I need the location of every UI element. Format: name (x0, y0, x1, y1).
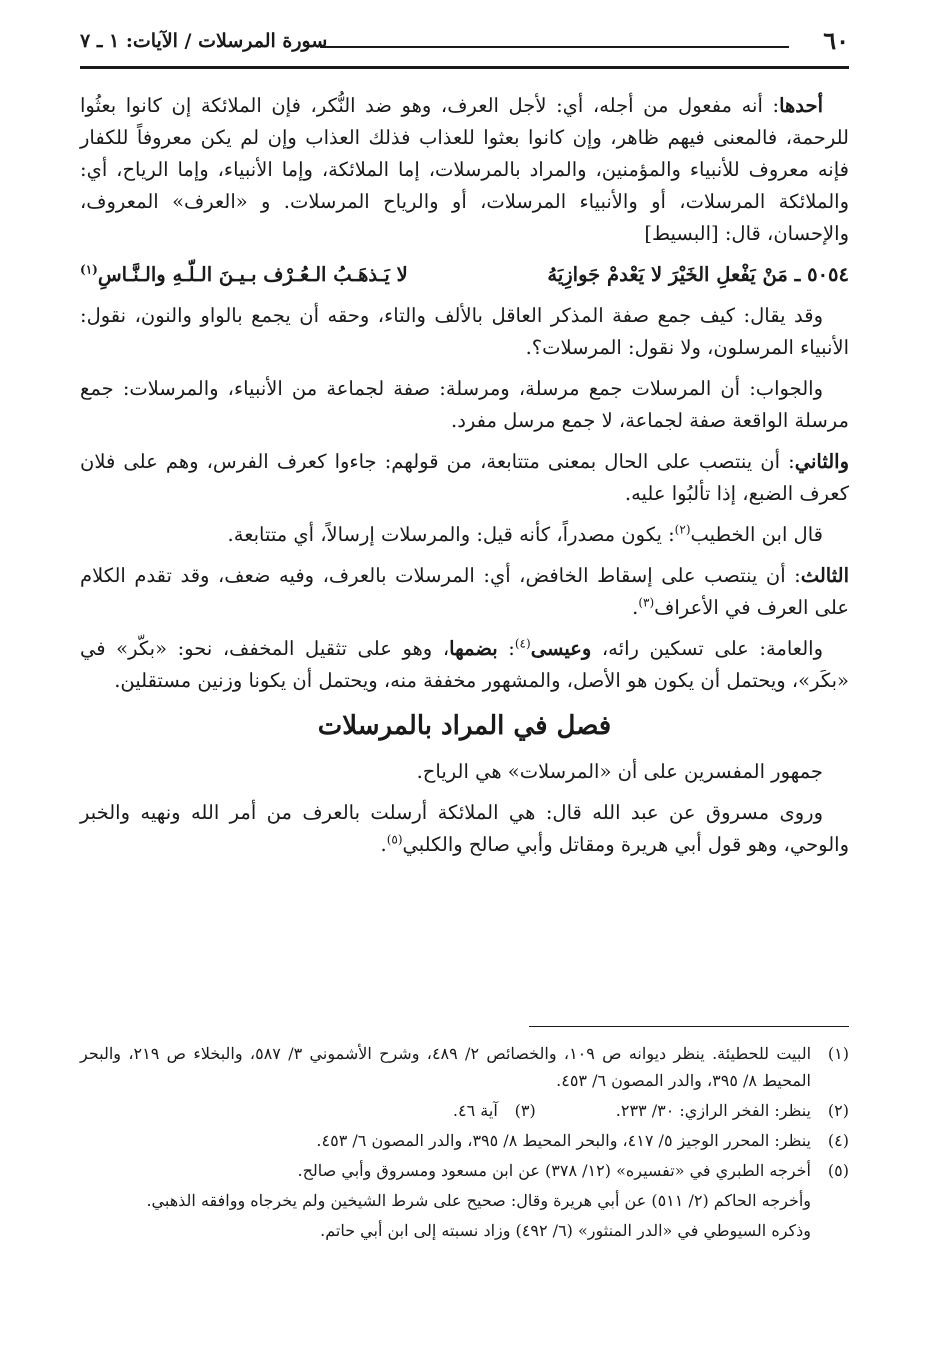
footnote-2-3 (80, 1097, 849, 1124)
verse-number: ٥٠٥٤ ـ (794, 263, 849, 286)
paragraph-text: وقد يقال: كيف جمع صفة المذكر العاقل بالألف والتاء، وحقه أن يجمع بالواو والنون، نقول: الأنبياء المرسلون، ولا نقول: المرسلات؟. (80, 304, 849, 359)
footnote-ref: (١) (80, 262, 98, 277)
paragraph-majority (80, 756, 849, 788)
paragraph-third (80, 560, 849, 624)
footnotes (80, 1040, 849, 1247)
footnote-separator (529, 1026, 849, 1027)
paragraph-question (80, 300, 849, 364)
footnote-text: آية ٤٦. (452, 1101, 498, 1120)
paragraph-text: : يكون مصدراً، كأنه قيل: والمرسلات إرسالاً، أي متتابعة. (227, 523, 675, 546)
footnote-5-continued: وأخرجه الحاكم (٢/ ٥١١) عن أبي هريرة وقال: صحيح على شرط الشيخين ولم يخرجاه ووافقه الذهبي. (146, 1191, 811, 1210)
paragraph-ibn-khatib (80, 519, 849, 551)
footnote-text: أخرجه الطبري في «تفسيره» (١٢/ ٣٧٨) عن ابن مسعود ومسروق وأبي صالح. (297, 1161, 811, 1180)
verse-hemistich-2: لا يَـذهَـبُ الـعُـرْف بـيـنَ الـلّـهِ والـنَّـاسِ (97, 263, 408, 286)
footnote-number: (٥) (827, 1161, 849, 1180)
section-title: فصل في المراد بالمرسلات (317, 711, 612, 741)
verse-hemistich-1: مَنْ يَفْعلِ الخَيْرَ لا يَعْدمْ جَوازِيَهُ (547, 263, 788, 286)
bold-word: بضمها (449, 637, 498, 660)
paragraph-text: : أن ينتصب على إسقاط الخافض، أي: المرسلات بالعرف، وفيه ضعف، وقد تقدم الكلام على العرف في الأعراف (80, 564, 849, 619)
footnote-number: (١) (827, 1044, 849, 1063)
paragraph-second (80, 446, 849, 510)
footnote-text: ينظر: المحرر الوجيز ٥/ ٤١٧، والبحر المحيط ٨/ ٣٩٥، والدر المصون ٦/ ٤٥٣. (316, 1131, 811, 1150)
footnote-ref: (٣) (638, 595, 655, 610)
paragraph-text: قال ابن الخطيب (690, 523, 823, 546)
header-leader-line (320, 46, 789, 48)
paragraph-text: : أنه مفعول من أجله، أي: لأجل العرف، وهو ضد النُّكر، فإن الملائكة إن كانوا بعثُوا للرحمة، فالمعنى فيهم ظاهر، وإن كانوا بعثوا للعذاب فذلك العذاب وإن لم يكن معروفاً للكفار فإنه معروف للأنبياء والمؤمنين، والمراد بالمرسلات، إما الملائكة، وإما الأنبياء، وإما الرياح، أي: والملائكة المرسلات، أو والأنبياء المرسلات، أو والرياح المرسلات. و «العرف» المعروف، والإحسان، قال: [البسيط] (80, 94, 849, 245)
paragraph-text: وروى مسروق عن عبد الله قال: هي الملائكة أرسلت بالعرف من أمر الله ونهيه والخبر والوحي، وهو قول أبي هريرة ومقاتل وأبي صالح والكلبي (80, 801, 849, 856)
paragraph-first (80, 90, 849, 250)
footnote-ref: (٢) (674, 522, 691, 537)
paragraph-text: : (497, 637, 515, 660)
footnote-number: (٢) (827, 1101, 849, 1120)
footnote-number: (٤) (827, 1131, 849, 1150)
lead-word: والثاني (794, 450, 849, 473)
lead-word: أحدها (779, 94, 823, 117)
header-rule (80, 66, 849, 69)
poetry-verse (80, 259, 849, 291)
running-title: سورة المرسلات / الآيات: ١ ـ ٧ (80, 30, 328, 52)
verse-second-hemistich (80, 259, 408, 291)
bold-word: وعيسى (530, 637, 592, 660)
footnote-number: (٣) (514, 1101, 536, 1120)
page-header (80, 26, 849, 66)
paragraph-reading (80, 633, 849, 697)
footnote-5 (80, 1157, 849, 1184)
footnote-1 (80, 1040, 849, 1094)
paragraph-text: . (632, 596, 639, 619)
footnote-4 (80, 1127, 849, 1154)
footnote-ref: (٥) (386, 832, 403, 847)
footnote-text: البيت للحطيئة. ينظر ديوانه ص ١٠٩، والخصائص ٢/ ٤٨٩، وشرح الأشموني ٣/ ٥٨٧، والبخلاء ص ٢١٩، والبحر المحيط ٨/ ٣٩٥، والدر المصون ٦/ ٤٥٣. (80, 1044, 812, 1090)
footnote-ref: (٤) (514, 636, 531, 651)
page-number: ٦٠ (823, 26, 849, 55)
main-text (80, 90, 849, 870)
verse-first-hemistich (547, 259, 849, 291)
lead-word: الثالث (800, 564, 849, 587)
paragraph-masruq (80, 797, 849, 861)
paragraph-text: جمهور المفسرين على أن «المرسلات» هي الرياح. (416, 760, 823, 783)
footnote-5-continued-2: وذكره السيوطي في «الدر المنثور» (٦/ ٤٩٢) وزاد نسبته إلى ابن أبي حاتم. (320, 1221, 811, 1240)
paragraph-text: . (380, 833, 387, 856)
paragraph-text: والعامة: على تسكين رائه، (591, 637, 823, 660)
paragraph-text: ، وهو على تثقيل المخفف، نحو: «بكّر» في «بكَر»، ويحتمل أن يكون هو الأصل، والمشهور مخففة منه، ويحتمل أن يكونا وزنين مستقلين. (80, 637, 849, 692)
paragraph-text: والجواب: أن المرسلات جمع مرسلة، ومرسلة: صفة لجماعة من الأنبياء، والمرسلات: جمع مرسلة الواقعة صفة لجماعة، لا جمع مرسل مفرد. (80, 377, 849, 432)
footnote-text: ينظر: الفخر الرازي: ٣٠/ ٢٣٣. (615, 1101, 811, 1120)
paragraph-text: : أن ينتصب على الحال بمعنى متتابعة، من قولهم: جاءوا كعرف الفرس، وهم على فلان كعرف الضبع، إذا تألبُوا عليه. (80, 450, 849, 505)
paragraph-answer (80, 373, 849, 437)
